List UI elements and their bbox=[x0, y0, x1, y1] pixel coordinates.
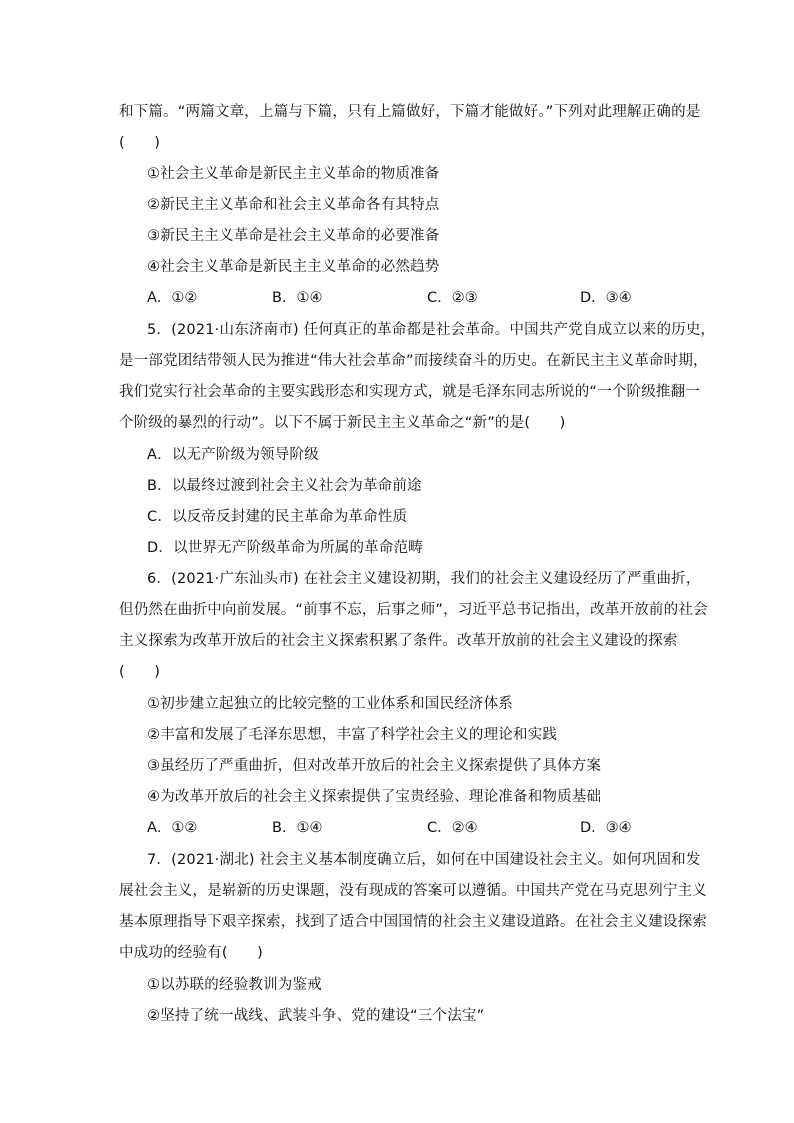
choice-d: D．③④ bbox=[580, 290, 632, 306]
question-6-item-4: ④为改革开放后的社会主义探索提供了宝贵经验、理论准备和物质基础 bbox=[147, 789, 602, 805]
question-4-choices bbox=[147, 288, 667, 308]
question-6-stem-line-2: 但仍然在曲折中向前发展。“前事不忘，后事之师”，习近平总书记指出，改革开放前的社会 bbox=[119, 602, 708, 618]
choice-d: D．③④ bbox=[580, 820, 632, 836]
question-7-stem-line-2: 展社会主义，是崭新的历史课题，没有现成的答案可以遵循。中国共产党在马克思列宁主义 bbox=[119, 883, 707, 899]
question-5-stem-line-1: 5．(2021·山东济南市) 任何真正的革命都是社会革命。中国共产党自成立以来的历史， bbox=[147, 322, 716, 338]
question-6-item-2: ②丰富和发展了毛泽东思想，丰富了科学社会主义的理论和实践 bbox=[147, 727, 558, 743]
question-6-stem-line-3: 主义探索为改革开放后的社会主义探索积累了条件。改革开放前的社会主义建设的探索 bbox=[119, 633, 678, 649]
question-4-item-1: ①社会主义革命是新民主主义革命的物质准备 bbox=[147, 166, 440, 182]
question-7-stem-line-1: 7．(2021·湖北) 社会主义基本制度确立后，如何在中国建设社会主义。如何巩固和发 bbox=[147, 852, 701, 868]
question-7-item-2: ②坚持了统一战线、武装斗争、党的建设“三个法宝” bbox=[147, 1008, 485, 1024]
question-7-item-1: ①以苏联的经验教训为鉴戒 bbox=[147, 977, 322, 993]
question-6-choices bbox=[147, 818, 667, 838]
question-6-stem-line-1: 6．(2021·广东汕头市) 在社会主义建设初期，我们的社会主义建设经历了严重曲折， bbox=[147, 571, 701, 587]
question-6-item-3: ③虽经历了严重曲折，但对改革开放后的社会主义探索提供了具体方案 bbox=[147, 758, 602, 774]
question-6-answer-blank: ( ) bbox=[119, 664, 161, 680]
question-4-item-2: ②新民主主义革命和社会主义革命各有其特点 bbox=[147, 197, 440, 213]
question-5-stem-line-3: 我们党实行社会革命的主要实践形态和实现方式，就是毛泽东同志所说的“一个阶级推翻一 bbox=[119, 384, 701, 400]
question-5-stem-line-4: 个阶级的暴烈的行动”。以下不属于新民主主义革命之“新”的是( ) bbox=[119, 415, 566, 431]
choice-c: C．②③ bbox=[427, 290, 478, 306]
question-5-option-c: C．以反帝反封建的民主革命为革命性质 bbox=[147, 509, 408, 525]
question-5-option-b: B．以最终过渡到社会主义社会为革命前途 bbox=[147, 478, 422, 494]
question-4-answer-blank: ( ) bbox=[119, 135, 161, 151]
question-4-item-3: ③新民主主义革命是社会主义革命的必要准备 bbox=[147, 228, 440, 244]
question-7-stem-line-3: 基本原理指导下艰辛探索，找到了适合中国国情的社会主义建设道路。在社会主义建设探索 bbox=[119, 914, 707, 930]
question-4-item-4: ④社会主义革命是新民主主义革命的必然趋势 bbox=[147, 259, 440, 275]
question-4-stem-line: 和下篇。“两篇文章，上篇与下篇，只有上篇做好，下篇才能做好。”下列对此理解正确的是 bbox=[119, 104, 701, 120]
choice-b: B．①④ bbox=[272, 820, 323, 836]
choice-a: A．①② bbox=[147, 820, 198, 836]
choice-c: C．②④ bbox=[427, 820, 478, 836]
choice-b: B．①④ bbox=[272, 290, 323, 306]
question-5-option-d: D．以世界无产阶级革命为所属的革命范畴 bbox=[147, 540, 423, 556]
question-6-item-1: ①初步建立起独立的比较完整的工业体系和国民经济体系 bbox=[147, 696, 513, 712]
question-7-stem-line-4: 中成功的经验有( ) bbox=[119, 945, 264, 961]
choice-a: A．①② bbox=[147, 290, 198, 306]
question-5-stem-line-2: 是一部党团结带领人民为推进“伟大社会革命”而接续奋斗的历史。在新民主主义革命时期， bbox=[119, 353, 708, 369]
question-5-option-a: A．以无产阶级为领导阶级 bbox=[147, 447, 319, 463]
